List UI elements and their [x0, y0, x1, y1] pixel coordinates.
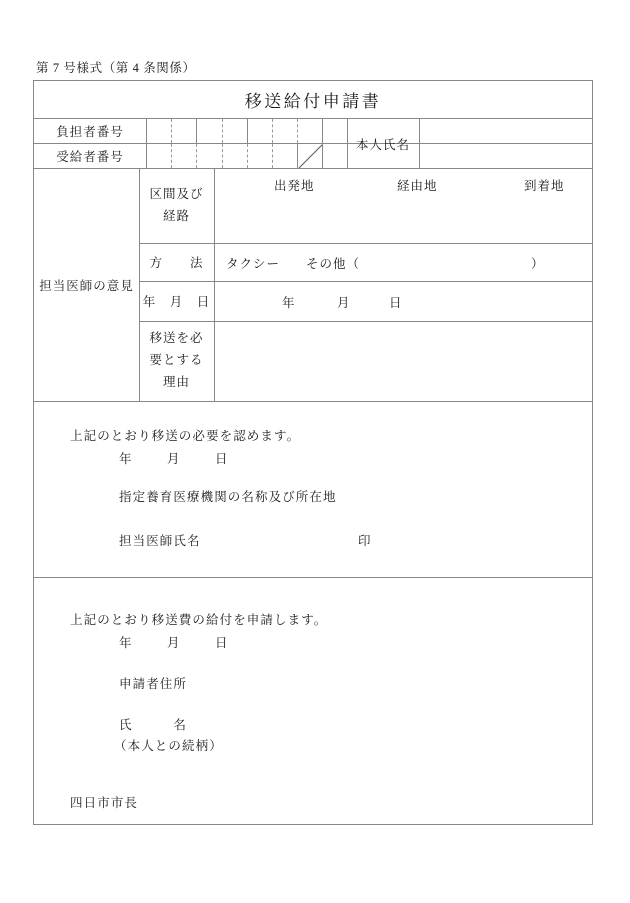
- date-row-month[interactable]: 月: [337, 296, 351, 310]
- applicant-name-label: 氏 名: [119, 718, 188, 732]
- application-statement: 上記のとおり移送費の給付を申請します。: [70, 613, 328, 627]
- method-option-other[interactable]: その他（: [306, 257, 361, 271]
- doctor-seal-label: 印: [358, 534, 372, 548]
- payer-cell-divider-5: [272, 119, 273, 143]
- person-name-label: 本人氏名: [355, 137, 410, 152]
- route-header-arrival: 到着地: [524, 179, 565, 193]
- doctor-name-label: 担当医師氏名: [119, 534, 201, 548]
- id-label-column-divider: [146, 119, 147, 168]
- certification-block-bottom-divider: [34, 577, 592, 578]
- date-row-label: 年 月 日: [142, 295, 211, 309]
- payer-cell-divider-7: [322, 119, 323, 143]
- form-number: 第 7 号様式（第 4 条関係）: [36, 61, 196, 75]
- check-digit-slash-icon: [298, 144, 323, 169]
- doctor-opinion-section-label: 担当医師の意見: [39, 278, 134, 293]
- recipient-cell-divider-2: [196, 144, 197, 168]
- institution-label: 指定養育医療機関の名称及び所在地: [119, 490, 337, 504]
- person-name-label-divider: [419, 119, 420, 168]
- certification-date-month[interactable]: 月: [167, 452, 181, 466]
- method-option-other-close: ）: [531, 257, 545, 271]
- route-row-label: [139, 168, 214, 243]
- reason-row-label-line1: 移送を必: [149, 331, 204, 346]
- application-date-year[interactable]: 年: [119, 636, 133, 650]
- form-title: 移送給付申請書: [244, 92, 382, 111]
- certification-date-day[interactable]: 日: [215, 452, 229, 466]
- payer-cell-divider-1: [171, 119, 172, 143]
- payer-cell-divider-6: [297, 119, 298, 143]
- payer-number-label: 負担者番号: [56, 125, 124, 139]
- route-header-departure: 出発地: [274, 179, 315, 193]
- recipient-number-label: 受給者番号: [56, 150, 124, 164]
- route-row-label-line2: 経路: [162, 208, 190, 223]
- doctor-rowlabel-column-divider: [214, 168, 215, 401]
- form-title-band: [34, 81, 592, 119]
- reason-row-label-line3: 理由: [162, 374, 190, 389]
- method-row-label: 方 法: [149, 256, 204, 270]
- certification-statement: 上記のとおり移送の必要を認めます。: [70, 429, 301, 443]
- route-header-via: 経由地: [397, 179, 438, 193]
- date-row-year[interactable]: 年: [282, 296, 296, 310]
- application-date-day[interactable]: 日: [215, 636, 229, 650]
- date-row-day[interactable]: 日: [389, 296, 403, 310]
- addressee-label: 四日市市長: [70, 796, 139, 810]
- recipient-cell-divider-4: [247, 144, 248, 168]
- recipient-cell-divider-5: [272, 144, 273, 168]
- reason-row-label-line2: 要とする: [149, 353, 204, 368]
- reason-row-label: [139, 321, 214, 401]
- payer-cell-divider-3: [222, 119, 223, 143]
- doctor-block-bottom-divider: [34, 401, 592, 402]
- applicant-address-label: 申請者住所: [119, 677, 188, 691]
- route-row-label-line1: 区間及び: [149, 186, 204, 201]
- application-date-month[interactable]: 月: [167, 636, 181, 650]
- recipient-cell-divider-3: [222, 144, 223, 168]
- certification-date-year[interactable]: 年: [119, 452, 133, 466]
- recipient-cell-divider-1: [171, 144, 172, 168]
- payer-cell-divider-4: [247, 119, 248, 143]
- form-frame: [33, 80, 593, 825]
- payer-cell-divider-2: [196, 119, 197, 143]
- applicant-relationship-label: （本人との続柄）: [114, 739, 223, 753]
- method-option-taxi[interactable]: タクシー: [226, 257, 281, 271]
